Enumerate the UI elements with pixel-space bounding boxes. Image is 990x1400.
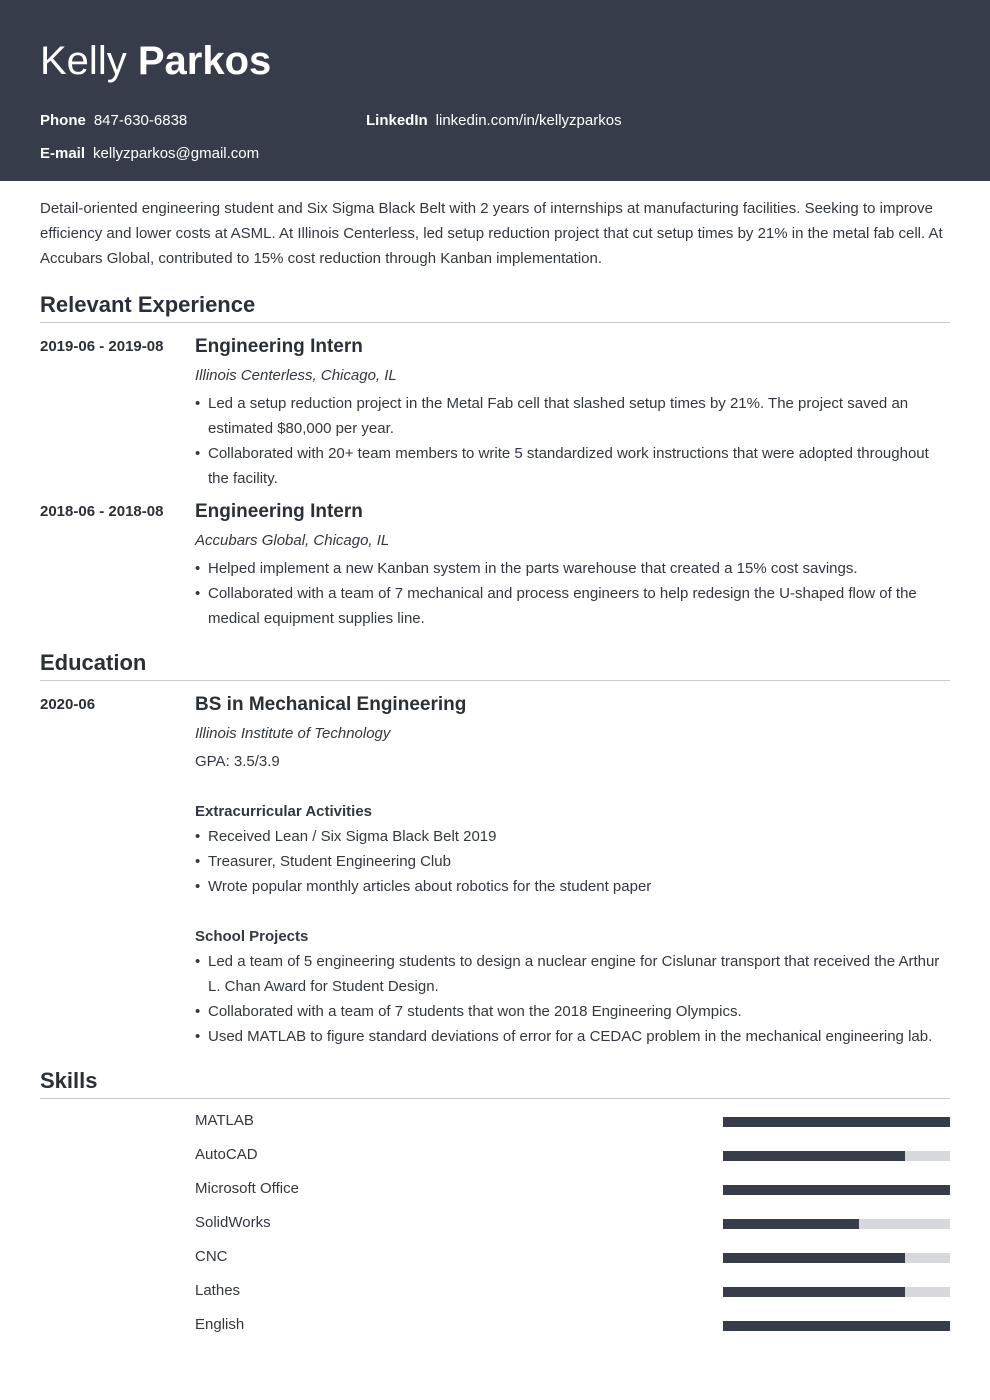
list-item: • Used MATLAB to figure standard deviations of error for a CEDAC problem in the mechanical engineering lab.	[195, 1024, 950, 1049]
skill-name: MATLAB	[195, 1112, 254, 1129]
skill-level-bar	[723, 1219, 950, 1229]
skill-level-fill	[723, 1185, 950, 1195]
school-name: Illinois Institute of Technology	[195, 725, 391, 742]
skill-name: AutoCAD	[195, 1146, 258, 1163]
skill-level-bar	[723, 1151, 950, 1161]
bullet-icon: •	[195, 395, 201, 412]
candidate-name	[40, 38, 271, 84]
list-item: • Wrote popular monthly articles about robotics for the student paper	[195, 874, 950, 899]
list-item: • Led a team of 5 engineering students to design a nuclear engine for Cislunar transport that received the Arthur L. Chan Award for Student Design.	[195, 949, 950, 999]
entry-bullets	[195, 391, 950, 491]
list-item: • Received Lean / Six Sigma Black Belt 2019	[195, 824, 950, 849]
skill-level-fill	[723, 1219, 859, 1229]
list-item: • Collaborated with a team of 7 mechanical and process engineers to help redesign the U-shaped flow of the medical equipment supplies line.	[195, 581, 950, 631]
spacer	[195, 899, 950, 924]
gpa: GPA: 3.5/3.9	[195, 753, 280, 770]
linkedin-label: LinkedIn	[366, 112, 428, 129]
entry-date: 2020-06	[40, 696, 96, 713]
skill-level-bar	[723, 1253, 950, 1263]
projects-list	[195, 949, 950, 1049]
entry-date: 2018-06 - 2018-08	[40, 503, 164, 520]
degree-title: BS in Mechanical Engineering	[195, 694, 467, 715]
entry-body	[195, 337, 950, 491]
skill-row	[195, 1315, 950, 1335]
list-item: • Helped implement a new Kanban system in the parts warehouse that created a 15% cost savings.	[195, 556, 950, 581]
entry-company: Illinois Centerless, Chicago, IL	[195, 367, 397, 384]
skill-level-fill	[723, 1151, 905, 1161]
skill-row	[195, 1145, 950, 1165]
skill-name: Lathes	[195, 1282, 241, 1299]
entry-title: Engineering Intern	[195, 336, 363, 357]
first-name: Kelly	[40, 39, 127, 83]
skill-level-bar	[723, 1321, 950, 1331]
skill-name: Microsoft Office	[195, 1180, 299, 1197]
contact-email	[40, 145, 259, 163]
resume-header	[0, 0, 990, 181]
bullet-icon: •	[195, 560, 201, 577]
skill-name: English	[195, 1316, 245, 1333]
spacer	[195, 774, 950, 799]
bullet-icon: •	[195, 1003, 201, 1020]
list-item: • Led a setup reduction project in the Metal Fab cell that slashed setup times by 21%. The project saved an estimated $80,000 per year.	[195, 391, 950, 441]
entry-body	[195, 502, 950, 631]
skill-row	[195, 1213, 950, 1233]
skill-row	[195, 1247, 950, 1267]
skill-row	[195, 1179, 950, 1199]
skill-level-fill	[723, 1253, 905, 1263]
skills-heading: Skills	[40, 1068, 950, 1099]
skill-name: SolidWorks	[195, 1214, 271, 1231]
bullet-icon: •	[195, 828, 201, 845]
entry-bullets	[195, 556, 950, 631]
phone-label: Phone	[40, 112, 86, 129]
last-name: Parkos	[137, 39, 272, 83]
entry-company: Accubars Global, Chicago, IL	[195, 532, 390, 549]
bullet-icon: •	[195, 878, 201, 895]
bullet-icon: •	[195, 953, 201, 970]
contact-phone	[40, 112, 187, 130]
linkedin-value[interactable]: linkedin.com/in/kellyzparkos	[435, 112, 622, 129]
skill-level-bar	[723, 1185, 950, 1195]
skill-level-fill	[723, 1287, 905, 1297]
skill-row	[195, 1111, 950, 1131]
skill-level-fill	[723, 1117, 950, 1127]
skill-level-fill	[723, 1321, 950, 1331]
bullet-icon: •	[195, 585, 201, 602]
experience-heading: Relevant Experience	[40, 292, 950, 323]
extracurricular-list	[195, 824, 950, 899]
skill-level-bar	[723, 1117, 950, 1127]
list-item: • Collaborated with 20+ team members to write 5 standardized work instructions that were adopted throughout the facility.	[195, 441, 950, 491]
list-item: • Treasurer, Student Engineering Club	[195, 849, 950, 874]
entry-date: 2019-06 - 2019-08	[40, 338, 164, 355]
skill-row	[195, 1281, 950, 1301]
entry-title: Engineering Intern	[195, 501, 363, 522]
list-item: • Collaborated with a team of 7 students that won the 2018 Engineering Olympics.	[195, 999, 950, 1024]
bullet-icon: •	[195, 1028, 201, 1045]
bullet-icon: •	[195, 853, 201, 870]
email-label: E-mail	[40, 145, 86, 162]
skill-level-bar	[723, 1287, 950, 1297]
contact-linkedin	[366, 112, 622, 130]
phone-value[interactable]: 847-630-6838	[93, 112, 188, 129]
email-value[interactable]: kellyzparkos@gmail.com	[93, 145, 260, 162]
skill-name: CNC	[195, 1248, 228, 1265]
extracurricular-heading: Extracurricular Activities	[195, 803, 373, 820]
education-heading: Education	[40, 650, 950, 681]
entry-body	[195, 695, 950, 1049]
summary-paragraph: Detail-oriented engineering student and Six Sigma Black Belt with 2 years of internships at manufacturing facilities. Seeking to improve efficiency and lower costs at ASML. At Illinois Centerless, led setup reduction project that cut setup times by 21% in the metal fab cell. At Accubars Global, contributed to 15% cost reduction through Kanban implementation.	[40, 200, 943, 267]
projects-heading: School Projects	[195, 928, 309, 945]
bullet-icon: •	[195, 445, 201, 462]
